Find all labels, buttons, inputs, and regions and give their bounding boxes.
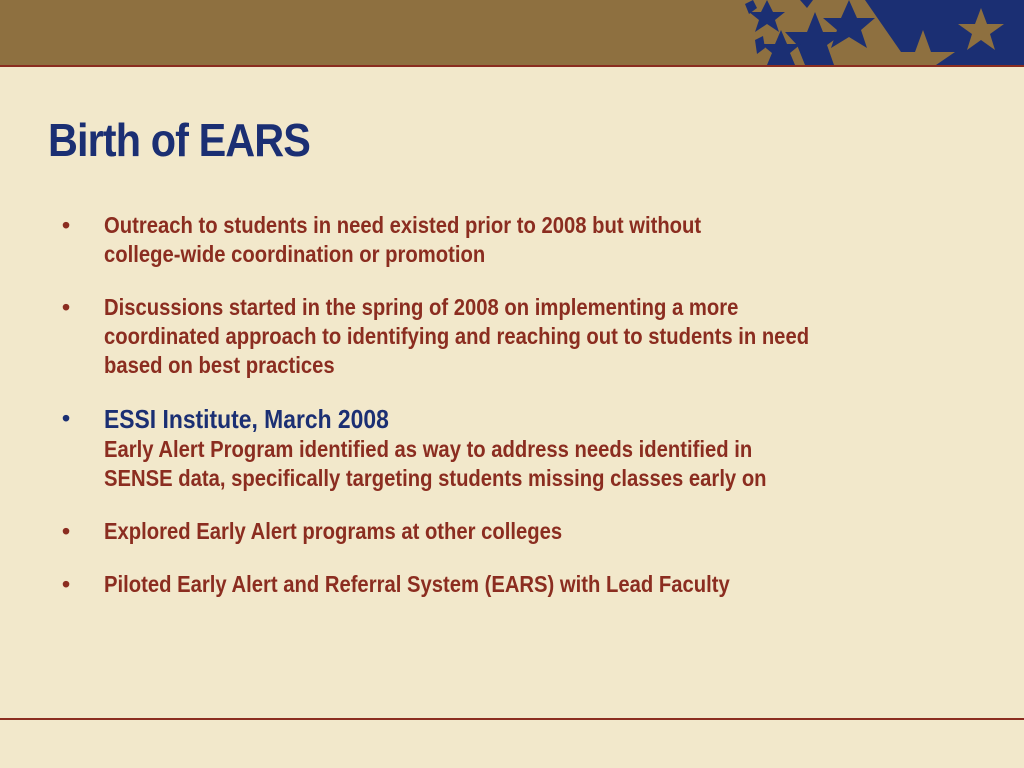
bullet-heading: ESSI Institute, March 2008: [104, 404, 389, 434]
bullet-item-highlight: [62, 404, 972, 493]
bullet-item: [62, 570, 972, 599]
footer-rule: [0, 718, 1024, 720]
bullet-marker: •: [62, 571, 71, 597]
bullet-marker: •: [62, 405, 71, 431]
bullet-text-line: Explored Early Alert programs at other colleges: [104, 518, 563, 544]
bullet-text-line: Piloted Early Alert and Referral System (EARS) with Lead Faculty: [104, 571, 730, 597]
bullet-text-line: Discussions started in the spring of 2008 on implementing a more: [104, 294, 739, 320]
bullet-item: [62, 293, 972, 380]
bullet-text-line: based on best practices: [104, 352, 335, 378]
bullet-item: [62, 211, 972, 269]
stars-icon: [745, 0, 1024, 65]
bullet-marker: •: [62, 212, 71, 238]
bullet-text-line: Early Alert Program identified as way to address needs identified in: [104, 436, 753, 462]
bullet-text-line: SENSE data, specifically targeting students missing classes early on: [104, 465, 767, 491]
header-rule: [0, 65, 1024, 67]
bullet-text-line: Outreach to students in need existed prior to 2008 but without: [104, 212, 702, 238]
bullet-marker: •: [62, 294, 71, 320]
slide-title: Birth of EARS: [48, 114, 310, 166]
bullet-item: [62, 517, 972, 546]
bullet-marker: •: [62, 518, 71, 544]
bullet-text-line: coordinated approach to identifying and reaching out to students in need: [104, 323, 810, 349]
bullet-text-line: college-wide coordination or promotion: [104, 241, 486, 267]
bullet-list: [62, 211, 972, 623]
